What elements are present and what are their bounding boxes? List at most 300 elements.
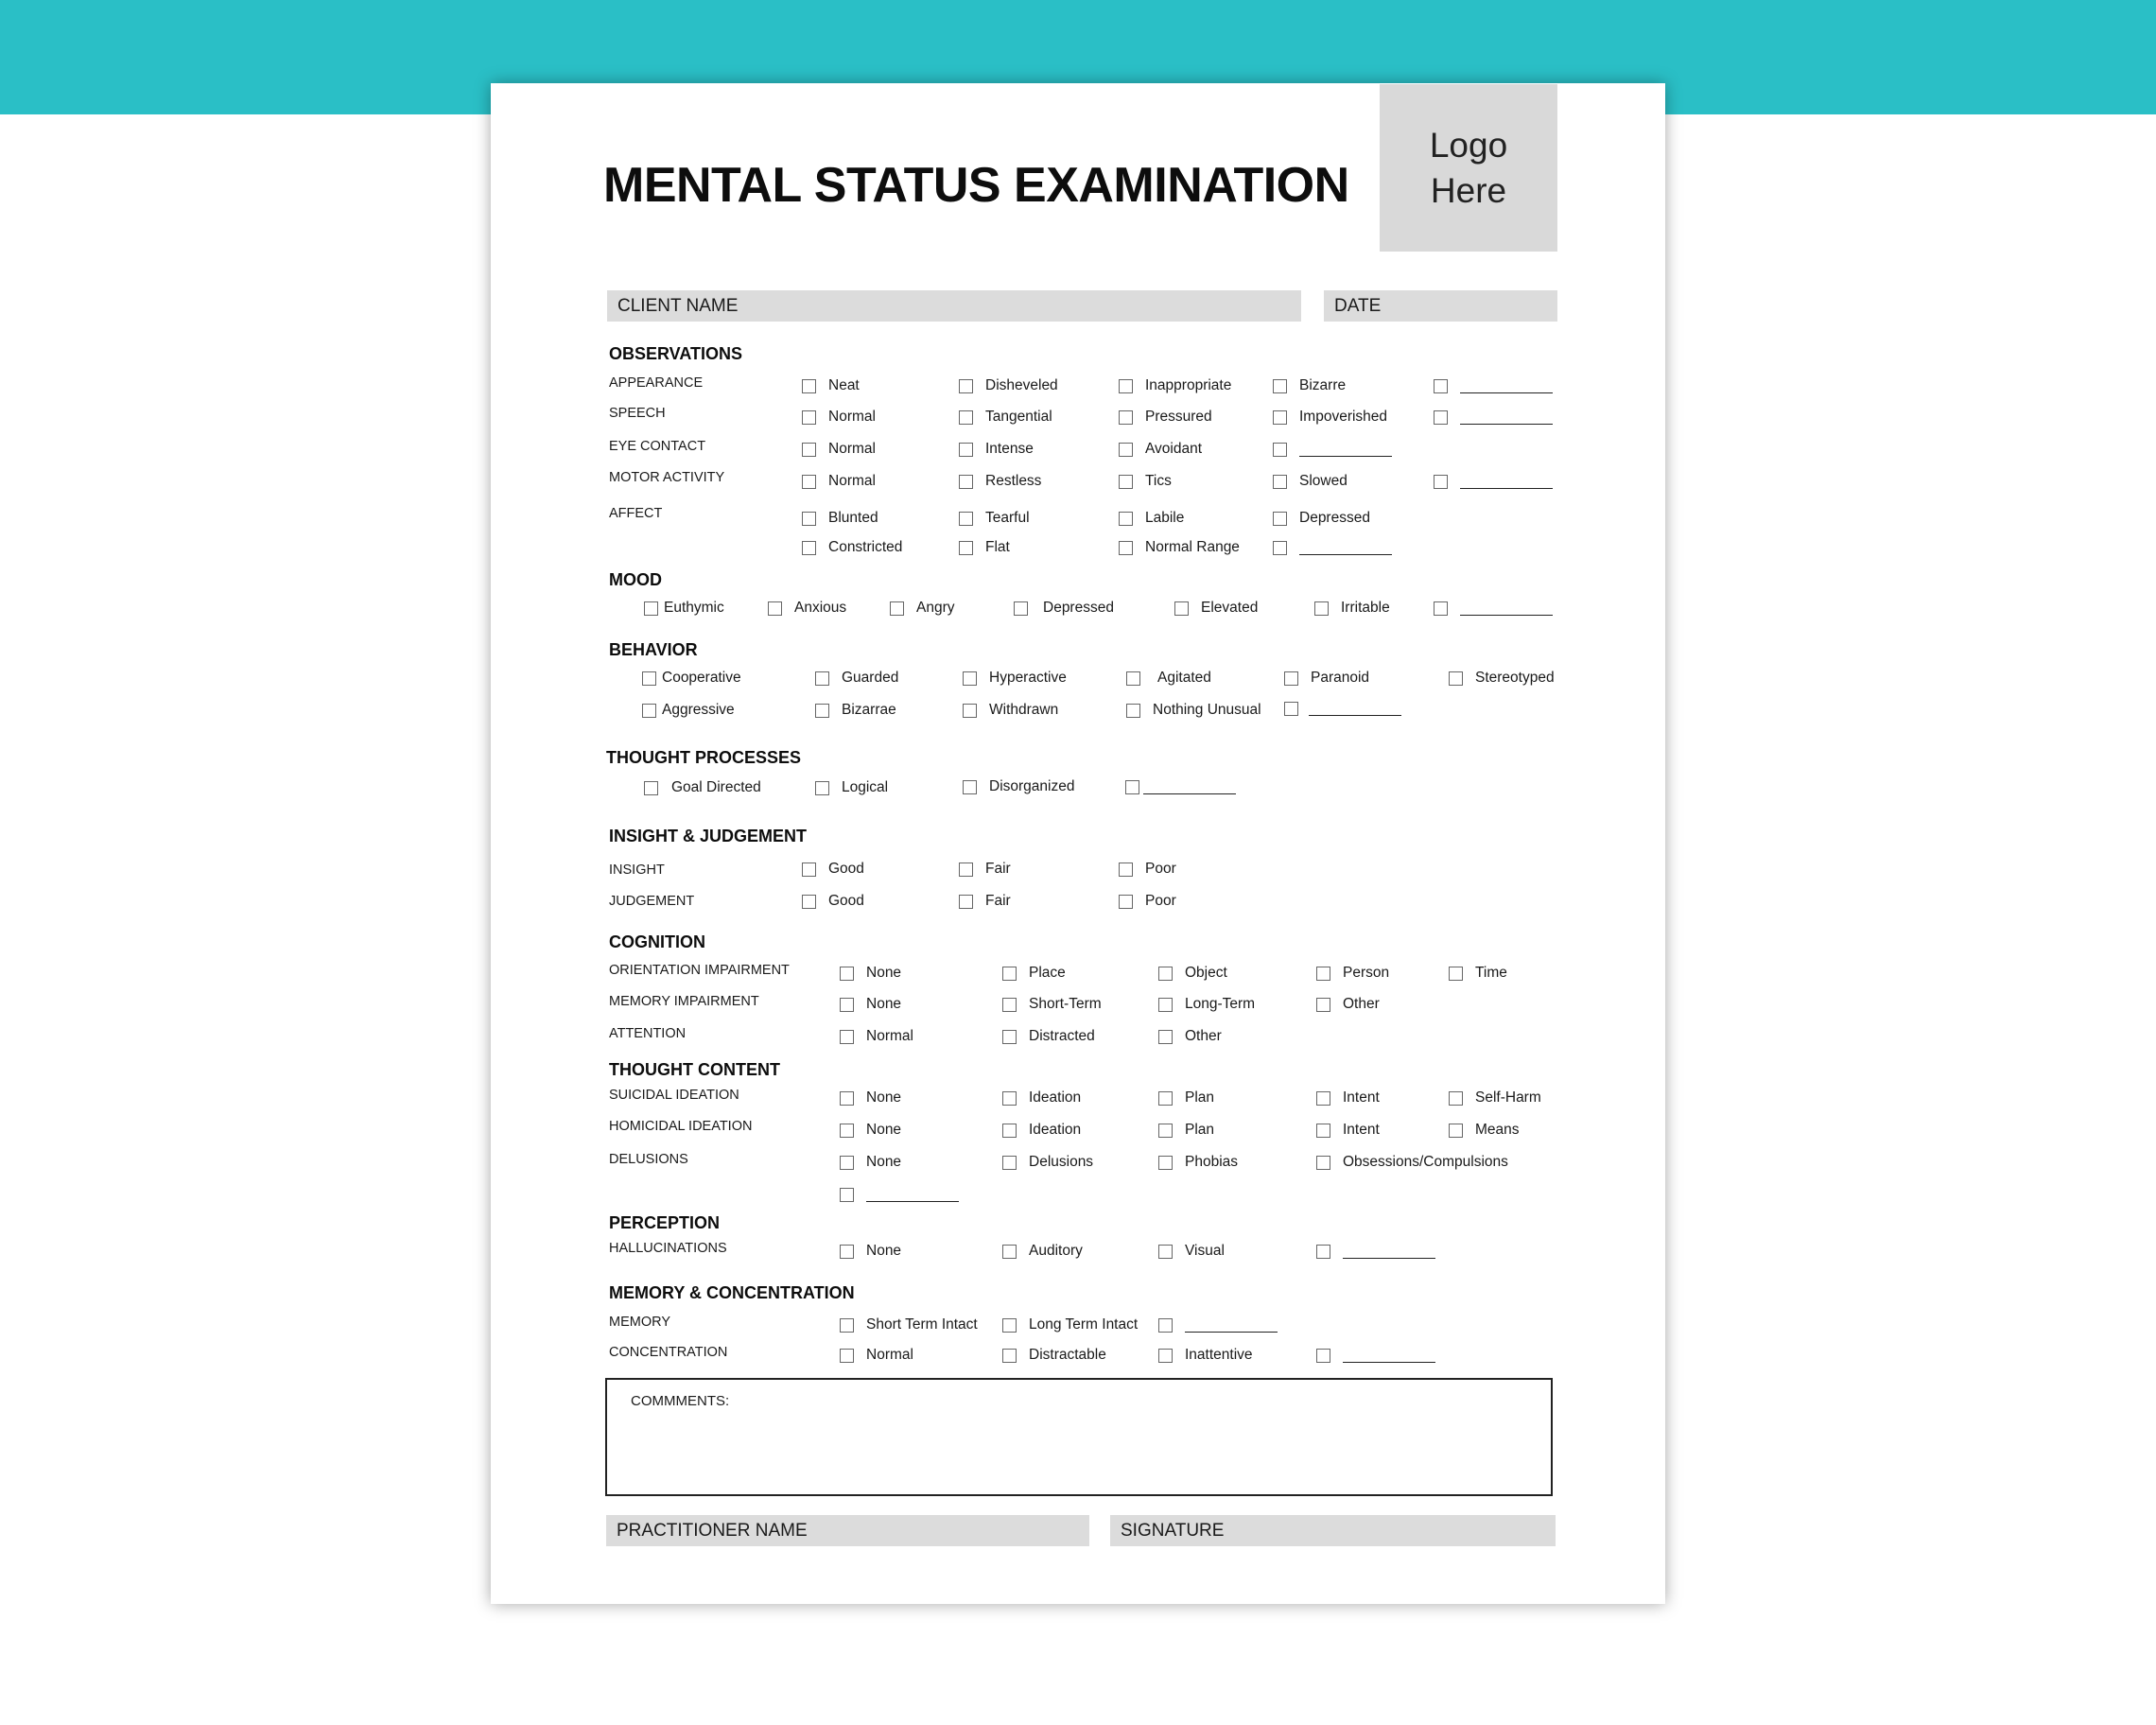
- option-memory-long-term-intact[interactable]: [1002, 1315, 1138, 1335]
- option-label: Intent: [1343, 1089, 1380, 1106]
- option-homicidal-intent[interactable]: [1316, 1120, 1380, 1141]
- row-label-insight: INSIGHT: [609, 862, 665, 878]
- option-speech-pressured[interactable]: [1119, 407, 1212, 427]
- checkbox[interactable]: [1284, 702, 1298, 716]
- option-mood-depressed[interactable]: [1014, 598, 1114, 619]
- checkbox[interactable]: [642, 704, 656, 718]
- option-appearance-inappropriate[interactable]: [1119, 375, 1231, 396]
- option-memory-impairment-short-term[interactable]: [1002, 994, 1102, 1015]
- checkbox[interactable]: [815, 704, 829, 718]
- checkbox[interactable]: [1158, 1349, 1173, 1363]
- option-thought-disorganized[interactable]: [963, 776, 1074, 797]
- option-affect-labile[interactable]: [1119, 508, 1184, 529]
- option-hallucinations-other[interactable]: [1316, 1241, 1435, 1262]
- option-label: Tangential: [985, 409, 1052, 425]
- checkbox[interactable]: [768, 601, 782, 616]
- option-affect-blunted[interactable]: [802, 508, 878, 529]
- option-label: Slowed: [1299, 473, 1348, 489]
- option-label: Nothing Unusual: [1153, 702, 1261, 718]
- checkbox[interactable]: [1158, 1124, 1173, 1138]
- option-judgement-fair[interactable]: [959, 891, 1011, 912]
- option-behavior-aggressive[interactable]: [642, 700, 735, 721]
- option-behavior-other[interactable]: [1284, 698, 1401, 719]
- option-homicidal-means[interactable]: [1449, 1120, 1520, 1141]
- row-label-delusions: DELUSIONS: [609, 1152, 688, 1167]
- option-label: Impoverished: [1299, 409, 1388, 425]
- option-label: Fair: [985, 893, 1011, 909]
- row-label-attention: ATTENTION: [609, 1026, 687, 1041]
- checkbox[interactable]: [959, 512, 973, 526]
- section-memory-concentration: MEMORY & CONCENTRATION: [609, 1283, 855, 1302]
- option-delusions-phobias[interactable]: [1158, 1152, 1238, 1173]
- option-label: Poor: [1145, 861, 1176, 877]
- option-label: Normal: [828, 473, 876, 489]
- option-speech-tangential[interactable]: [959, 407, 1052, 427]
- checkbox[interactable]: [1449, 1124, 1463, 1138]
- option-hallucinations-auditory[interactable]: [1002, 1241, 1083, 1262]
- option-label: Disorganized: [989, 778, 1075, 794]
- option-appearance-bizarre[interactable]: [1273, 375, 1346, 396]
- option-hallucinations-visual[interactable]: [1158, 1241, 1225, 1262]
- option-orientation-place[interactable]: [1002, 963, 1066, 984]
- option-delusions-delusions[interactable]: [1002, 1152, 1093, 1173]
- option-label: Guarded: [842, 670, 899, 686]
- option-thought-logical[interactable]: [815, 777, 888, 798]
- option-behavior-stereotyped[interactable]: [1449, 668, 1555, 688]
- option-motor-tics[interactable]: [1119, 471, 1172, 492]
- option-label: None: [866, 996, 902, 1012]
- checkbox[interactable]: [840, 1188, 854, 1202]
- option-delusions-obsessions[interactable]: [1316, 1152, 1508, 1173]
- checkbox[interactable]: [1316, 967, 1330, 981]
- option-suicidal-self-harm[interactable]: [1449, 1088, 1541, 1108]
- option-hallucinations-none[interactable]: [840, 1241, 901, 1262]
- option-mood-other[interactable]: [1434, 598, 1553, 619]
- option-appearance-other[interactable]: [1434, 375, 1553, 396]
- option-affect-normal-range[interactable]: [1119, 537, 1240, 558]
- option-behavior-cooperative[interactable]: [642, 668, 741, 688]
- checkbox[interactable]: [963, 780, 977, 794]
- row-label-appearance: APPEARANCE: [609, 375, 704, 391]
- option-affect-flat[interactable]: [959, 537, 1010, 558]
- option-attention-normal[interactable]: [840, 1026, 913, 1047]
- option-label: Bizarrae: [842, 702, 896, 718]
- option-label: Other: [1185, 1028, 1222, 1044]
- option-delusions-none[interactable]: [840, 1152, 901, 1173]
- checkbox[interactable]: [1158, 1318, 1173, 1333]
- option-label: Withdrawn: [989, 702, 1059, 718]
- option-attention-distracted[interactable]: [1002, 1026, 1095, 1047]
- checkbox[interactable]: [1119, 862, 1133, 877]
- option-label: Intense: [985, 441, 1034, 457]
- option-label: Distracted: [1029, 1028, 1095, 1044]
- option-label: Ideation: [1029, 1089, 1082, 1106]
- checkbox[interactable]: [1002, 1030, 1017, 1044]
- practitioner-name-field[interactable]: PRACTITIONER NAME: [606, 1515, 1089, 1546]
- option-label: Normal: [866, 1028, 913, 1044]
- checkbox[interactable]: [840, 967, 854, 981]
- checkbox[interactable]: [1002, 1091, 1017, 1106]
- option-orientation-none[interactable]: [840, 963, 901, 984]
- comments-box[interactable]: [605, 1378, 1553, 1496]
- checkbox[interactable]: [642, 671, 656, 686]
- option-label: Aggressive: [662, 702, 735, 718]
- option-insight-good[interactable]: [802, 859, 864, 880]
- option-speech-impoverished[interactable]: [1273, 407, 1387, 427]
- option-label: Avoidant: [1145, 441, 1203, 457]
- checkbox[interactable]: [802, 475, 816, 489]
- option-label: Labile: [1145, 510, 1185, 526]
- section-cognition: COGNITION: [609, 932, 705, 951]
- write-in-line[interactable]: [1460, 379, 1553, 393]
- option-suicidal-none[interactable]: [840, 1088, 901, 1108]
- option-label: Means: [1475, 1122, 1520, 1138]
- option-orientation-object[interactable]: [1158, 963, 1227, 984]
- checkbox[interactable]: [1119, 541, 1133, 555]
- option-affect-other[interactable]: [1273, 537, 1392, 558]
- option-speech-normal[interactable]: [802, 407, 876, 427]
- section-mood: MOOD: [609, 570, 662, 589]
- checkbox[interactable]: [1316, 1245, 1330, 1259]
- checkbox[interactable]: [959, 475, 973, 489]
- option-behavior-agitated[interactable]: [1126, 668, 1211, 688]
- checkbox[interactable]: [1125, 780, 1139, 794]
- option-label: Normal: [828, 441, 876, 457]
- option-homicidal-none[interactable]: [840, 1120, 901, 1141]
- option-memory-impairment-long-term[interactable]: [1158, 994, 1255, 1015]
- checkbox[interactable]: [840, 1245, 854, 1259]
- option-label: Long Term Intact: [1029, 1316, 1139, 1333]
- option-affect-constricted[interactable]: [802, 537, 902, 558]
- checkbox[interactable]: [840, 1030, 854, 1044]
- option-motor-slowed[interactable]: [1273, 471, 1348, 492]
- option-motor-restless[interactable]: [959, 471, 1041, 492]
- option-concentration-normal[interactable]: [840, 1345, 913, 1366]
- checkbox[interactable]: [840, 1349, 854, 1363]
- checkbox[interactable]: [1002, 1245, 1017, 1259]
- checkbox[interactable]: [959, 895, 973, 909]
- option-mood-euthymic[interactable]: [644, 598, 724, 619]
- option-behavior-withdrawn[interactable]: [963, 700, 1058, 721]
- option-label: Place: [1029, 965, 1066, 981]
- option-label: Irritable: [1341, 600, 1390, 616]
- write-in-line[interactable]: [1460, 475, 1553, 489]
- signature-field[interactable]: SIGNATURE: [1110, 1515, 1556, 1546]
- option-suicidal-intent[interactable]: [1316, 1088, 1380, 1108]
- option-memory-other[interactable]: [1158, 1315, 1278, 1335]
- row-label-motor-activity: MOTOR ACTIVITY: [609, 470, 725, 485]
- option-orientation-time[interactable]: [1449, 963, 1507, 984]
- write-in-line[interactable]: [1460, 410, 1553, 425]
- checkbox[interactable]: [802, 862, 816, 877]
- checkbox[interactable]: [1434, 410, 1448, 425]
- write-in-line[interactable]: [1343, 1349, 1435, 1363]
- checkbox[interactable]: [1449, 671, 1463, 686]
- checkbox[interactable]: [890, 601, 904, 616]
- row-label-concentration: CONCENTRATION: [609, 1345, 728, 1360]
- option-appearance-disheveled[interactable]: [959, 375, 1058, 396]
- checkbox[interactable]: [1434, 601, 1448, 616]
- checkbox[interactable]: [1434, 379, 1448, 393]
- checkbox[interactable]: [802, 541, 816, 555]
- option-label: Poor: [1145, 893, 1176, 909]
- checkbox[interactable]: [1002, 1318, 1017, 1333]
- option-speech-other[interactable]: [1434, 407, 1553, 427]
- option-label: Short Term Intact: [866, 1316, 978, 1333]
- checkbox[interactable]: [1158, 1156, 1173, 1170]
- option-suicidal-plan[interactable]: [1158, 1088, 1214, 1108]
- option-label: Angry: [916, 600, 955, 616]
- comments-label: COMMMENTS:: [631, 1393, 730, 1409]
- row-label-orientation: ORIENTATION IMPAIRMENT: [609, 963, 790, 978]
- option-label: Constricted: [828, 539, 903, 555]
- checkbox[interactable]: [1174, 601, 1189, 616]
- checkbox[interactable]: [1284, 671, 1298, 686]
- write-in-line[interactable]: [1143, 780, 1236, 794]
- checkbox[interactable]: [802, 410, 816, 425]
- option-insight-fair[interactable]: [959, 859, 1011, 880]
- option-motor-other[interactable]: [1434, 471, 1553, 492]
- section-thought-processes: THOUGHT PROCESSES: [606, 748, 802, 767]
- checkbox[interactable]: [959, 443, 973, 457]
- checkbox[interactable]: [1158, 998, 1173, 1012]
- option-judgement-good[interactable]: [802, 891, 864, 912]
- option-appearance-neat[interactable]: [802, 375, 860, 396]
- option-label: Good: [828, 861, 864, 877]
- checkbox[interactable]: [840, 1091, 854, 1106]
- option-label: Long-Term: [1185, 996, 1256, 1012]
- checkbox[interactable]: [1002, 1349, 1017, 1363]
- checkbox[interactable]: [1158, 1245, 1173, 1259]
- option-concentration-distractable[interactable]: [1002, 1345, 1106, 1366]
- checkbox[interactable]: [959, 541, 973, 555]
- checkbox[interactable]: [1316, 998, 1330, 1012]
- page-title: MENTAL STATUS EXAMINATION: [603, 158, 1349, 213]
- checkbox[interactable]: [1119, 443, 1133, 457]
- write-in-line[interactable]: [1299, 541, 1392, 555]
- checkbox[interactable]: [1273, 443, 1287, 457]
- logo-text-line1: Logo: [1429, 125, 1508, 165]
- option-label: None: [866, 1089, 902, 1106]
- checkbox[interactable]: [1002, 1156, 1017, 1170]
- option-memory-short-term-intact[interactable]: [840, 1315, 978, 1335]
- checkbox[interactable]: [963, 704, 977, 718]
- option-attention-other[interactable]: [1158, 1026, 1222, 1047]
- checkbox[interactable]: [1273, 512, 1287, 526]
- option-affect-depressed[interactable]: [1273, 508, 1370, 529]
- checkbox[interactable]: [802, 895, 816, 909]
- write-in-line[interactable]: [1309, 702, 1401, 716]
- checkbox[interactable]: [1273, 475, 1287, 489]
- checkbox[interactable]: [1316, 1156, 1330, 1170]
- option-label: None: [866, 1122, 902, 1138]
- option-label: None: [866, 1154, 902, 1170]
- checkbox[interactable]: [840, 1318, 854, 1333]
- option-label: Inattentive: [1185, 1347, 1253, 1363]
- checkbox[interactable]: [959, 862, 973, 877]
- checkbox[interactable]: [1316, 1091, 1330, 1106]
- row-label-hallucinations: HALLUCINATIONS: [609, 1241, 727, 1256]
- option-memory-impairment-other[interactable]: [1316, 994, 1380, 1015]
- write-in-line[interactable]: [1460, 601, 1553, 616]
- checkbox[interactable]: [802, 443, 816, 457]
- checkbox[interactable]: [802, 379, 816, 393]
- row-label-speech: SPEECH: [609, 406, 666, 421]
- option-concentration-other[interactable]: [1316, 1345, 1435, 1366]
- option-mood-angry[interactable]: [890, 598, 955, 619]
- checkbox[interactable]: [1014, 601, 1028, 616]
- option-label: Neat: [828, 377, 860, 393]
- checkbox[interactable]: [1126, 671, 1140, 686]
- option-label: Visual: [1185, 1243, 1225, 1259]
- logo-text-line2: Here: [1430, 170, 1507, 210]
- checkbox[interactable]: [959, 410, 973, 425]
- checkbox[interactable]: [1449, 967, 1463, 981]
- checkbox[interactable]: [1316, 1124, 1330, 1138]
- row-label-memory-impairment: MEMORY IMPAIRMENT: [609, 994, 759, 1009]
- option-label: Elevated: [1201, 600, 1259, 616]
- option-memory-impairment-none[interactable]: [840, 994, 901, 1015]
- checkbox[interactable]: [1158, 967, 1173, 981]
- logo-placeholder: [1380, 84, 1557, 252]
- checkbox[interactable]: [1273, 541, 1287, 555]
- option-delusions-other[interactable]: [840, 1184, 959, 1205]
- checkbox[interactable]: [1119, 410, 1133, 425]
- option-label: Depressed: [1299, 510, 1370, 526]
- form-page: [491, 83, 1665, 1604]
- option-homicidal-plan[interactable]: [1158, 1120, 1214, 1141]
- section-insight-judgement: INSIGHT & JUDGEMENT: [609, 827, 808, 845]
- option-label: Goal Directed: [671, 779, 761, 795]
- row-label-memory: MEMORY: [609, 1315, 670, 1330]
- option-label: Agitated: [1157, 670, 1211, 686]
- option-label: Restless: [985, 473, 1042, 489]
- option-homicidal-ideation[interactable]: [1002, 1120, 1081, 1141]
- option-label: Euthymic: [664, 600, 724, 616]
- checkbox[interactable]: [815, 671, 829, 686]
- checkbox[interactable]: [1158, 1091, 1173, 1106]
- option-label: Hyperactive: [989, 670, 1067, 686]
- option-label: Delusions: [1029, 1154, 1094, 1170]
- option-label: Tics: [1145, 473, 1172, 489]
- option-label: Good: [828, 893, 864, 909]
- option-label: Distractable: [1029, 1347, 1106, 1363]
- option-insight-poor[interactable]: [1119, 859, 1176, 880]
- section-behavior: BEHAVIOR: [609, 640, 698, 659]
- checkbox[interactable]: [1002, 967, 1017, 981]
- checkbox[interactable]: [840, 1156, 854, 1170]
- option-label: Pressured: [1145, 409, 1212, 425]
- checkbox[interactable]: [840, 1124, 854, 1138]
- option-label: Logical: [842, 779, 889, 795]
- option-label: Obsessions/Compulsions: [1343, 1154, 1508, 1170]
- option-behavior-guarded[interactable]: [815, 668, 898, 688]
- option-mood-anxious[interactable]: [768, 598, 846, 619]
- checkbox[interactable]: [1119, 379, 1133, 393]
- option-label: Inappropriate: [1145, 377, 1232, 393]
- option-eye-contact-avoidant[interactable]: [1119, 439, 1202, 460]
- option-label: None: [866, 1243, 902, 1259]
- option-label: Flat: [985, 539, 1010, 555]
- option-behavior-hyperactive[interactable]: [963, 668, 1067, 688]
- option-behavior-nothing-unusual[interactable]: [1126, 700, 1261, 721]
- client-name-field[interactable]: CLIENT NAME: [607, 290, 1301, 322]
- option-label: Plan: [1185, 1122, 1215, 1138]
- option-motor-normal[interactable]: [802, 471, 876, 492]
- option-label: Tearful: [985, 510, 1030, 526]
- option-concentration-inattentive[interactable]: [1158, 1345, 1253, 1366]
- option-behavior-paranoid[interactable]: [1284, 668, 1369, 688]
- write-in-line[interactable]: [1185, 1318, 1278, 1333]
- option-label: Phobias: [1185, 1154, 1239, 1170]
- option-label: Plan: [1185, 1089, 1215, 1106]
- date-field[interactable]: DATE: [1324, 290, 1557, 322]
- option-mood-elevated[interactable]: [1174, 598, 1258, 619]
- checkbox[interactable]: [963, 671, 977, 686]
- option-label: Anxious: [794, 600, 847, 616]
- checkbox[interactable]: [644, 601, 658, 616]
- option-judgement-poor[interactable]: [1119, 891, 1176, 912]
- checkbox[interactable]: [1316, 1349, 1330, 1363]
- checkbox[interactable]: [1434, 475, 1448, 489]
- checkbox[interactable]: [840, 998, 854, 1012]
- option-affect-tearful[interactable]: [959, 508, 1030, 529]
- checkbox[interactable]: [1119, 895, 1133, 909]
- checkbox[interactable]: [815, 781, 829, 795]
- option-label: Intent: [1343, 1122, 1380, 1138]
- checkbox[interactable]: [1158, 1030, 1173, 1044]
- row-label-homicidal: HOMICIDAL IDEATION: [609, 1119, 753, 1134]
- option-thought-other[interactable]: [1125, 776, 1236, 797]
- option-label: Disheveled: [985, 377, 1058, 393]
- option-label: Normal Range: [1145, 539, 1240, 555]
- write-in-line[interactable]: [1299, 443, 1392, 457]
- checkbox[interactable]: [1273, 379, 1287, 393]
- section-perception: PERCEPTION: [609, 1213, 721, 1232]
- option-thought-goal-directed[interactable]: [644, 777, 761, 798]
- option-mood-irritable[interactable]: [1314, 598, 1390, 619]
- section-observations: OBSERVATIONS: [609, 344, 743, 363]
- option-label: Normal: [866, 1347, 913, 1363]
- option-label: Auditory: [1029, 1243, 1083, 1259]
- checkbox[interactable]: [1119, 512, 1133, 526]
- checkbox[interactable]: [802, 512, 816, 526]
- option-eye-contact-other[interactable]: [1273, 439, 1392, 460]
- write-in-line[interactable]: [1343, 1245, 1435, 1259]
- option-label: Other: [1343, 996, 1380, 1012]
- option-eye-contact-normal[interactable]: [802, 439, 876, 460]
- checkbox[interactable]: [644, 781, 658, 795]
- option-behavior-bizarrae[interactable]: [815, 700, 896, 721]
- checkbox[interactable]: [959, 379, 973, 393]
- row-label-affect: AFFECT: [609, 506, 663, 521]
- row-label-suicidal: SUICIDAL IDEATION: [609, 1088, 739, 1103]
- checkbox[interactable]: [1126, 704, 1140, 718]
- option-orientation-person[interactable]: [1316, 963, 1389, 984]
- checkbox[interactable]: [1273, 410, 1287, 425]
- row-label-judgement: JUDGEMENT: [609, 894, 695, 909]
- checkbox[interactable]: [1314, 601, 1329, 616]
- checkbox[interactable]: [1002, 998, 1017, 1012]
- write-in-line[interactable]: [866, 1188, 959, 1202]
- section-thought-content: THOUGHT CONTENT: [609, 1060, 780, 1079]
- checkbox[interactable]: [1002, 1124, 1017, 1138]
- option-eye-contact-intense[interactable]: [959, 439, 1034, 460]
- option-suicidal-ideation[interactable]: [1002, 1088, 1081, 1108]
- checkbox[interactable]: [1119, 475, 1133, 489]
- checkbox[interactable]: [1449, 1091, 1463, 1106]
- option-label: Self-Harm: [1475, 1089, 1541, 1106]
